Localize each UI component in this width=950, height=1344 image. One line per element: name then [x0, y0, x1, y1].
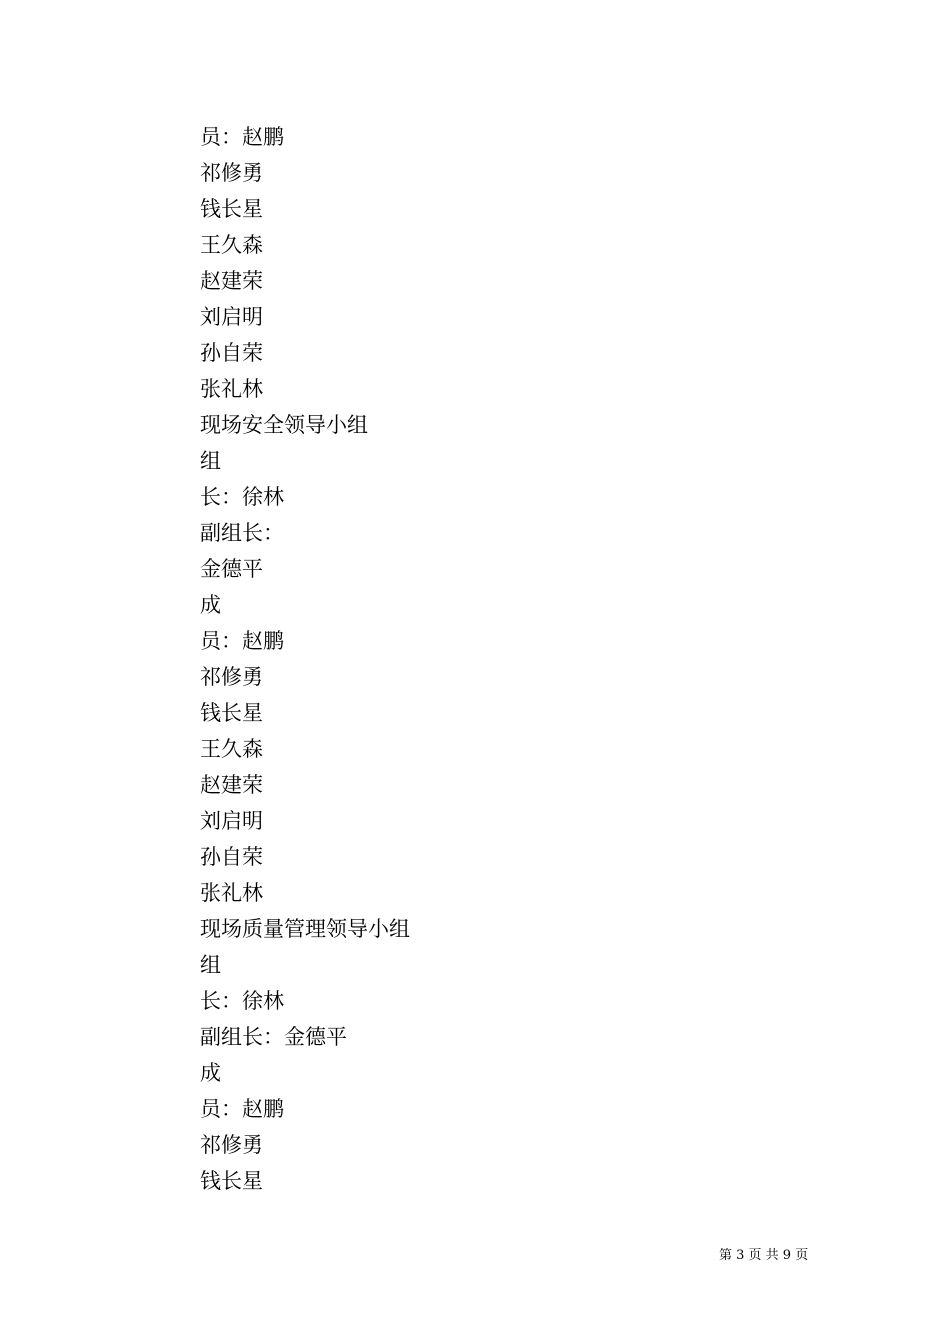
text-line: 组	[200, 953, 221, 977]
text-line: 王久森	[200, 233, 263, 257]
text-line: 副组长：金德平	[200, 1025, 347, 1049]
section-heading: 现场安全领导小组	[200, 413, 368, 437]
text-line: 刘启明	[200, 809, 263, 833]
text-line: 长：徐林	[200, 989, 284, 1013]
text-line: 员：赵鹏	[200, 1097, 284, 1121]
text-line: 金德平	[200, 557, 263, 581]
text-line: 赵建荣	[200, 773, 263, 797]
text-line: 王久森	[200, 737, 263, 761]
text-line: 钱长星	[200, 701, 263, 725]
text-line: 祁修勇	[200, 161, 263, 185]
text-line: 祁修勇	[200, 1133, 263, 1157]
text-line: 张礼林	[200, 881, 263, 905]
text-line: 孙自荣	[200, 341, 263, 365]
text-line: 刘启明	[200, 305, 263, 329]
text-line: 钱长星	[200, 197, 263, 221]
text-line: 组	[200, 449, 221, 473]
text-line: 成	[200, 593, 221, 617]
page-number-footer: 第 3 页 共 9 页	[719, 1248, 809, 1263]
text-line: 钱长星	[200, 1169, 263, 1193]
text-line: 张礼林	[200, 377, 263, 401]
text-line: 员：赵鹏	[200, 629, 284, 653]
text-line: 孙自荣	[200, 845, 263, 869]
document-body	[200, 119, 800, 1199]
text-line: 赵建荣	[200, 269, 263, 293]
section-heading: 现场质量管理领导小组	[200, 917, 410, 941]
text-line: 成	[200, 1061, 221, 1085]
text-line: 员：赵鹏	[200, 125, 284, 149]
text-line: 副组长：	[200, 521, 284, 545]
text-line: 长：徐林	[200, 485, 284, 509]
text-line: 祁修勇	[200, 665, 263, 689]
